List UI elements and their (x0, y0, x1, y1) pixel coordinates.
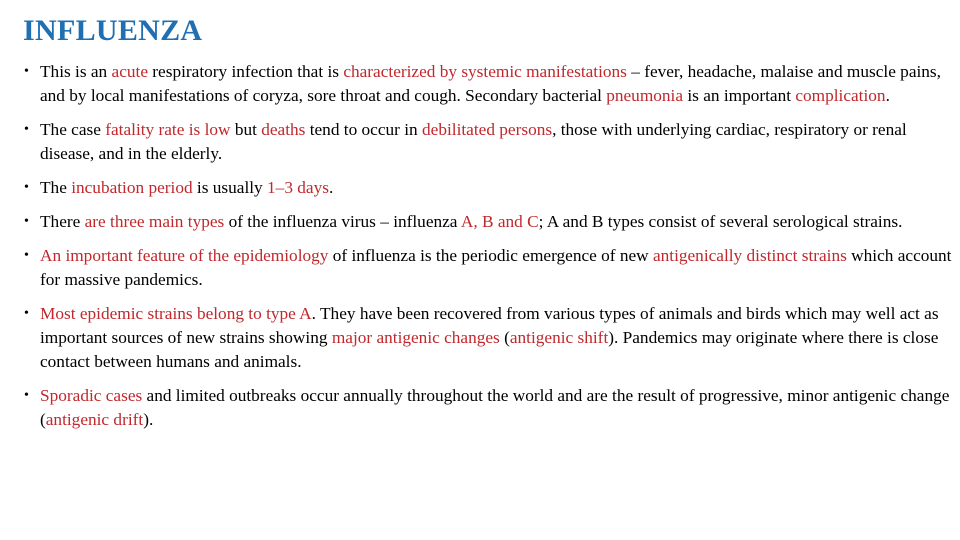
bullet-dot-icon: • (24, 306, 29, 321)
highlighted-text: acute (111, 62, 148, 81)
body-text: is an important (683, 86, 796, 105)
bullet-dot-icon: • (24, 388, 29, 403)
highlighted-text: A, B and C (460, 212, 539, 231)
body-text: . (328, 178, 334, 197)
highlighted-text: antigenically distinct strains (652, 246, 847, 265)
body-text: ; A and B types consist of several serological strains. (538, 212, 903, 231)
highlighted-text: deaths (261, 120, 306, 139)
bullet-dot-icon: • (24, 122, 29, 137)
highlighted-text: fatality rate is low (105, 120, 231, 139)
bullet-dot-icon: • (24, 64, 29, 79)
highlighted-text: antigenic drift (45, 410, 144, 429)
bullet-list (24, 60, 956, 442)
bullet-item (24, 384, 956, 432)
highlighted-text: antigenic shift (509, 328, 609, 347)
highlighted-text: pneumonia (606, 86, 684, 105)
highlighted-text: characterized by systemic manifestations (343, 62, 627, 81)
body-text: The case (40, 120, 106, 139)
body-text: respiratory infection that is (147, 62, 344, 81)
body-text: The (40, 178, 72, 197)
highlighted-text: 1–3 days (267, 178, 329, 197)
bullet-dot-icon: • (24, 248, 29, 263)
highlighted-text: are three main types (84, 212, 225, 231)
bullet-dot-icon: • (24, 214, 29, 229)
body-text: There (40, 212, 85, 231)
body-text: of influenza is the periodic emergence of new (328, 246, 653, 265)
highlighted-text: incubation period (71, 178, 193, 197)
highlighted-text: debilitated persons (422, 120, 553, 139)
bullet-item (24, 244, 956, 292)
highlighted-text: Most epidemic strains belong to type A (40, 304, 312, 323)
body-text: ( (499, 328, 510, 347)
bullet-item (24, 176, 956, 200)
bullet-item (24, 118, 956, 166)
body-text: ). (143, 410, 154, 429)
body-text: ). Pandemics may originate where there is close contact between humans and animals. (40, 328, 939, 371)
body-text: This is an (40, 62, 112, 81)
highlighted-text: complication (795, 86, 886, 105)
body-text: – fever, headache, malaise and muscle pains, and by local manifestations of coryza, sore throat and cough. Secondary bacterial (40, 62, 941, 105)
bullet-dot-icon: • (24, 180, 29, 195)
body-text: of the influenza virus – influenza (224, 212, 461, 231)
body-text: . They have been recovered from various types of animals and birds which may well act as important sources of new strains showing (40, 304, 939, 347)
highlighted-text: An important feature of the epidemiology (40, 246, 329, 265)
body-text: which account for massive pandemics. (40, 246, 952, 289)
highlighted-text: Sporadic cases (40, 386, 143, 405)
slide-title: INFLUENZA (23, 14, 203, 47)
body-text: is usually (192, 178, 268, 197)
bullet-item (24, 302, 956, 374)
bullet-item (24, 60, 956, 108)
body-text: , those with underlying cardiac, respiratory or renal disease, and in the elderly. (40, 120, 907, 163)
highlighted-text: major antigenic changes (331, 328, 500, 347)
body-text: tend to occur in (305, 120, 423, 139)
bullet-item (24, 210, 956, 234)
body-text: and limited outbreaks occur annually throughout the world and are the result of progressive, minor antigenic change ( (40, 386, 950, 429)
body-text: but (230, 120, 262, 139)
body-text: . (885, 86, 890, 105)
